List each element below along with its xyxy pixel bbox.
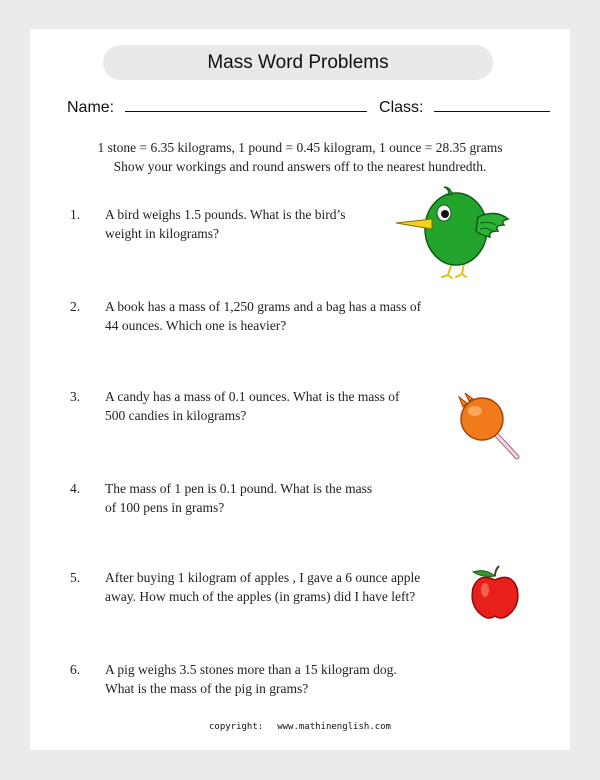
instructions: [30, 138, 570, 176]
question-number: 6.: [70, 662, 81, 677]
class-label: Class:: [379, 99, 424, 116]
question-text: The mass of 1 pen is 0.1 pound. What is the mass: [105, 481, 373, 496]
worksheet-page: [30, 29, 570, 750]
question-text: weight in kilograms?: [105, 226, 219, 241]
name-class-row: [67, 96, 550, 117]
conversion-factors: 1 stone = 6.35 kilograms, 1 pound = 0.45 kilogram, 1 ounce = 28.35 grams: [97, 140, 503, 155]
directions: Show your workings and round answers off to the nearest hundredth.: [113, 159, 487, 174]
question-number: 4.: [70, 481, 81, 496]
footer: [30, 722, 570, 732]
question-number: 3.: [70, 389, 81, 404]
question-text: A book has a mass of 1,250 grams and a bag has a mass of: [105, 299, 422, 314]
name-blank-line: [125, 96, 367, 112]
question-text: away. How much of the apples (in grams) did I have left?: [105, 589, 416, 604]
question-number: 1.: [70, 207, 81, 222]
question-number: 5.: [70, 570, 81, 585]
question-text: After buying 1 kilogram of apples , I gave a 6 ounce apple: [105, 570, 421, 585]
page-title: Mass Word Problems: [103, 45, 493, 80]
question-text: A bird weighs 1.5 pounds. What is the bird’s: [105, 207, 346, 222]
lollipop-icon: [457, 389, 527, 464]
question-text: of 100 pens in grams?: [105, 500, 225, 515]
question-text: A pig weighs 3.5 stones more than a 15 kilogram dog.: [105, 662, 397, 677]
site-link[interactable]: www.mathinenglish.com: [277, 722, 391, 732]
question-text: 44 ounces. Which one is heavier?: [105, 318, 287, 333]
question-text: What is the mass of the pig in grams?: [105, 681, 309, 696]
question-text: A candy has a mass of 0.1 ounces. What is the mass of: [105, 389, 400, 404]
question-number: 2.: [70, 299, 81, 314]
class-blank-line: [434, 96, 550, 112]
copyright-label: copyright:: [209, 722, 264, 732]
apple-icon: [465, 562, 525, 622]
question-text: 500 candies in kilograms?: [105, 408, 247, 423]
name-label: Name:: [67, 99, 115, 116]
bird-icon: [392, 179, 532, 279]
